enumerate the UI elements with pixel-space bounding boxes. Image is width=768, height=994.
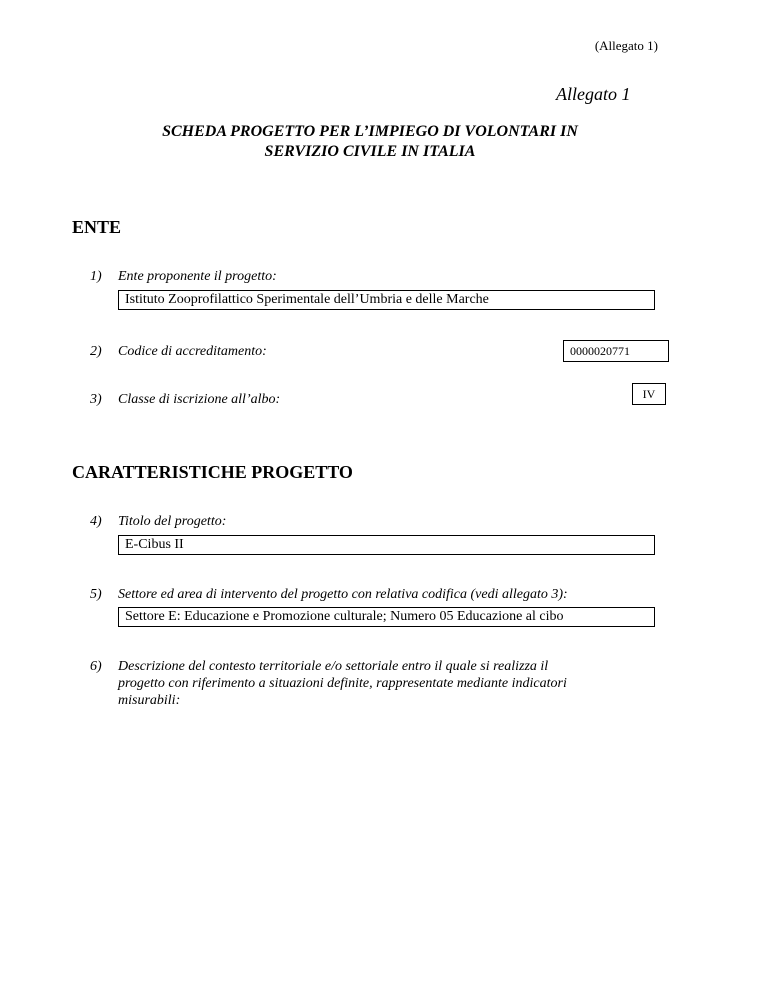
question-4-label: Titolo del progetto: [118, 514, 227, 529]
document-title-line2: SERVIZIO CIVILE IN ITALIA [264, 143, 476, 160]
question-4-number: 4) [90, 514, 102, 529]
question-2 [90, 343, 267, 360]
attachment-reference: (Allegato 1) [594, 38, 658, 53]
question-5 [90, 586, 568, 603]
question-3-number: 3) [90, 392, 102, 407]
question-3 [90, 391, 280, 408]
question-4 [90, 513, 226, 530]
section-heading-caratteristiche: CARATTERISTICHE PROGETTO [72, 462, 353, 482]
document-title [70, 122, 670, 162]
question-2-number: 2) [90, 344, 102, 359]
question-3-label: Classe di iscrizione all’albo: [118, 392, 281, 407]
question-6-line1: Descrizione del contesto territoriale e/o settoriale entro il quale si realizza il [118, 659, 549, 674]
question-1-number: 1) [90, 269, 102, 284]
question-6-line2: progetto con riferimento a situazioni definite, rappresentate mediante indicatori [118, 676, 567, 691]
answer-5-field[interactable]: Settore E: Educazione e Promozione culturale; Numero 05 Educazione al cibo [118, 607, 655, 627]
question-5-number: 5) [90, 587, 102, 602]
question-2-label: Codice di accreditamento: [118, 344, 267, 359]
document-title-line1: SCHEDA PROGETTO PER L’IMPIEGO DI VOLONTARI IN [162, 123, 578, 140]
question-6 [90, 658, 567, 709]
answer-4-field[interactable]: E-Cibus II [118, 535, 655, 555]
attachment-title: Allegato 1 [556, 84, 631, 104]
answer-2-field[interactable]: 0000020771 [563, 340, 669, 362]
question-5-label: Settore ed area di intervento del progetto con relativa codifica (vedi allegato 3): [118, 587, 568, 602]
answer-1-field[interactable]: Istituto Zooprofilattico Sperimentale dell’Umbria e delle Marche [118, 290, 655, 310]
question-1 [90, 268, 277, 285]
answer-3-field[interactable]: IV [632, 383, 666, 405]
question-6-line3: misurabili: [118, 693, 181, 708]
section-heading-ente: ENTE [72, 217, 122, 237]
question-1-label: Ente proponente il progetto: [118, 269, 277, 284]
question-6-number: 6) [90, 659, 102, 674]
